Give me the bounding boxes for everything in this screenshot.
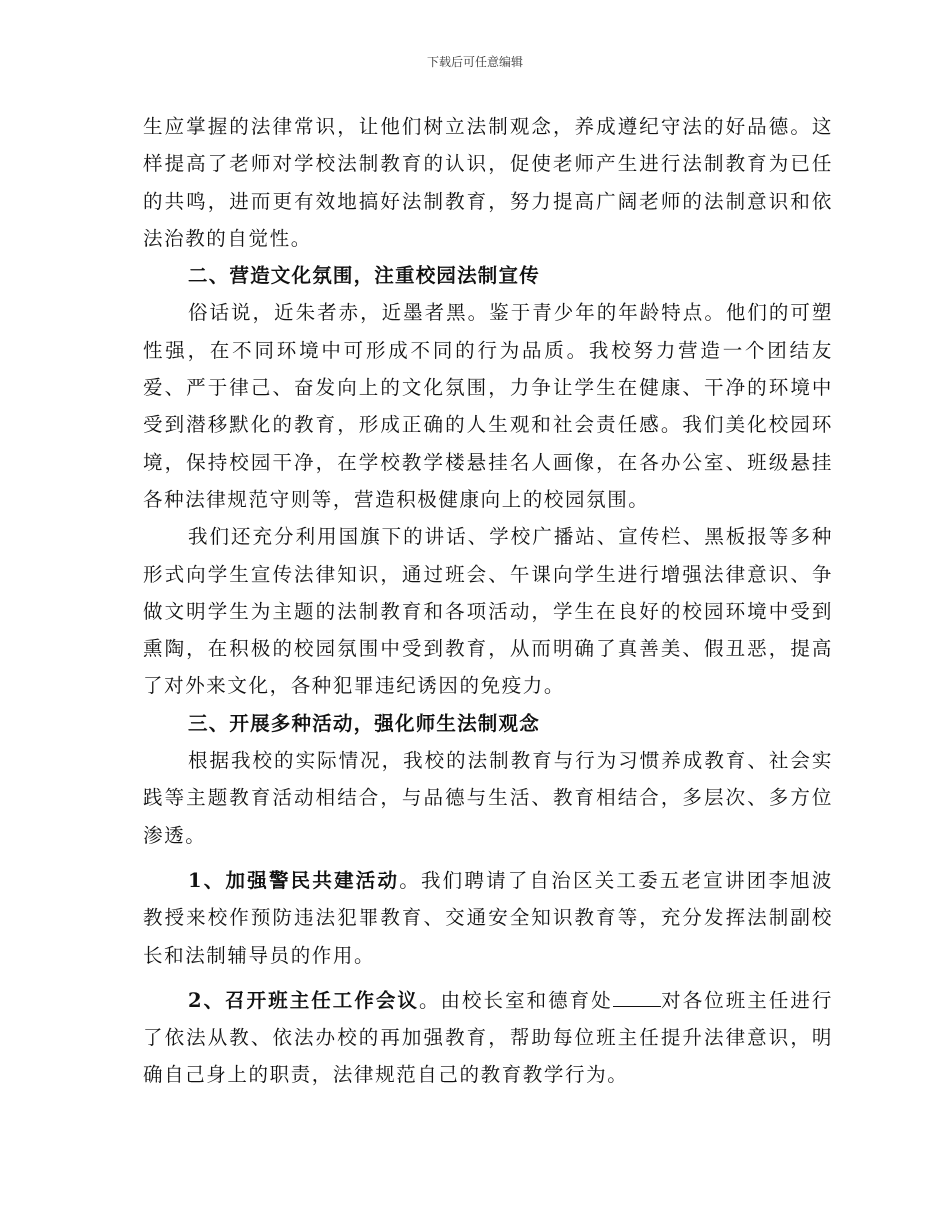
paragraph-continuation: 生应掌握的法律常识，让他们树立法制观念，养成遵纪守法的好品德。这样提高了老师对学校法制教育的认识，促使老师产生进行法制教育为已任的共鸣，进而更有效地搞好法制教育，努力提高广阔老师的法制意识和依法治教的自觉性。 [143, 115, 833, 250]
list-item-2-lead: 2、召开班主任工作会议 [188, 988, 419, 1012]
list-item-2-text-a: 。由校长室和德育处 [418, 988, 613, 1012]
section-heading-3: 三、开展多种活动，强化师生法制观念 [188, 711, 540, 735]
document-body [143, 108, 833, 1094]
section-heading-2: 二、营造文化氛围，注重校园法制宣传 [188, 264, 540, 288]
list-item-1-lead: 1、加强警民共建活动 [188, 868, 400, 892]
list-item-2-text-b: 对各位班主任进行了依法从教、依法办校的再加强教育，帮助每位班主任提升法律意识，明确自己身上的职责，法律规范自己的教育教学行为。 [143, 988, 833, 1087]
paragraph-publicity: 我们还充分利用国旗下的讲话、学校广播站、宣传栏、黑板报等多种形式向学生宣传法律知识，通过班会、午课向学生进行增强法律意识、争做文明学生为主题的法制教育和各项活动，学生在良好的校园环境中受到熏陶，在积极的校园氛围中受到教育，从而明确了真善美、假丑恶，提高了对外来文化，各种犯罪违纪诱因的免疫力。 [143, 525, 833, 698]
fill-blank [613, 988, 661, 1007]
list-item-1-text: 。我们聘请了自治区关工委五老宣讲团李旭波教授来校作预防违法犯罪教育、交通安全知识教育等，充分发挥法制副校长和法制辅导员的作用。 [143, 868, 833, 967]
page-header-note: 下载后可任意编辑 [426, 55, 523, 69]
paragraph-activities: 根据我校的实际情况，我校的法制教育与行为习惯养成教育、社会实践等主题教育活动相结合，与品德与生活、教育相结合，多层次、多方位渗透。 [143, 749, 833, 847]
list-item-2 [143, 982, 833, 1094]
paragraph-culture: 俗话说，近朱者赤，近墨者黑。鉴于青少年的年龄特点。他们的可塑性强，在不同环境中可形成不同的行为品质。我校努力营造一个团结友爱、严于律己、奋发向上的文化氛围，力争让学生在健康、干净的环境中受到潜移默化的教育，形成正确的人生观和社会责任感。我们美化校园环境，保持校园干净，在学校教学楼悬挂名人画像，在各办公室、班级悬挂各种法律规范守则等，营造积极健康向上的校园氛围。 [143, 301, 833, 511]
list-item-1 [143, 862, 833, 974]
